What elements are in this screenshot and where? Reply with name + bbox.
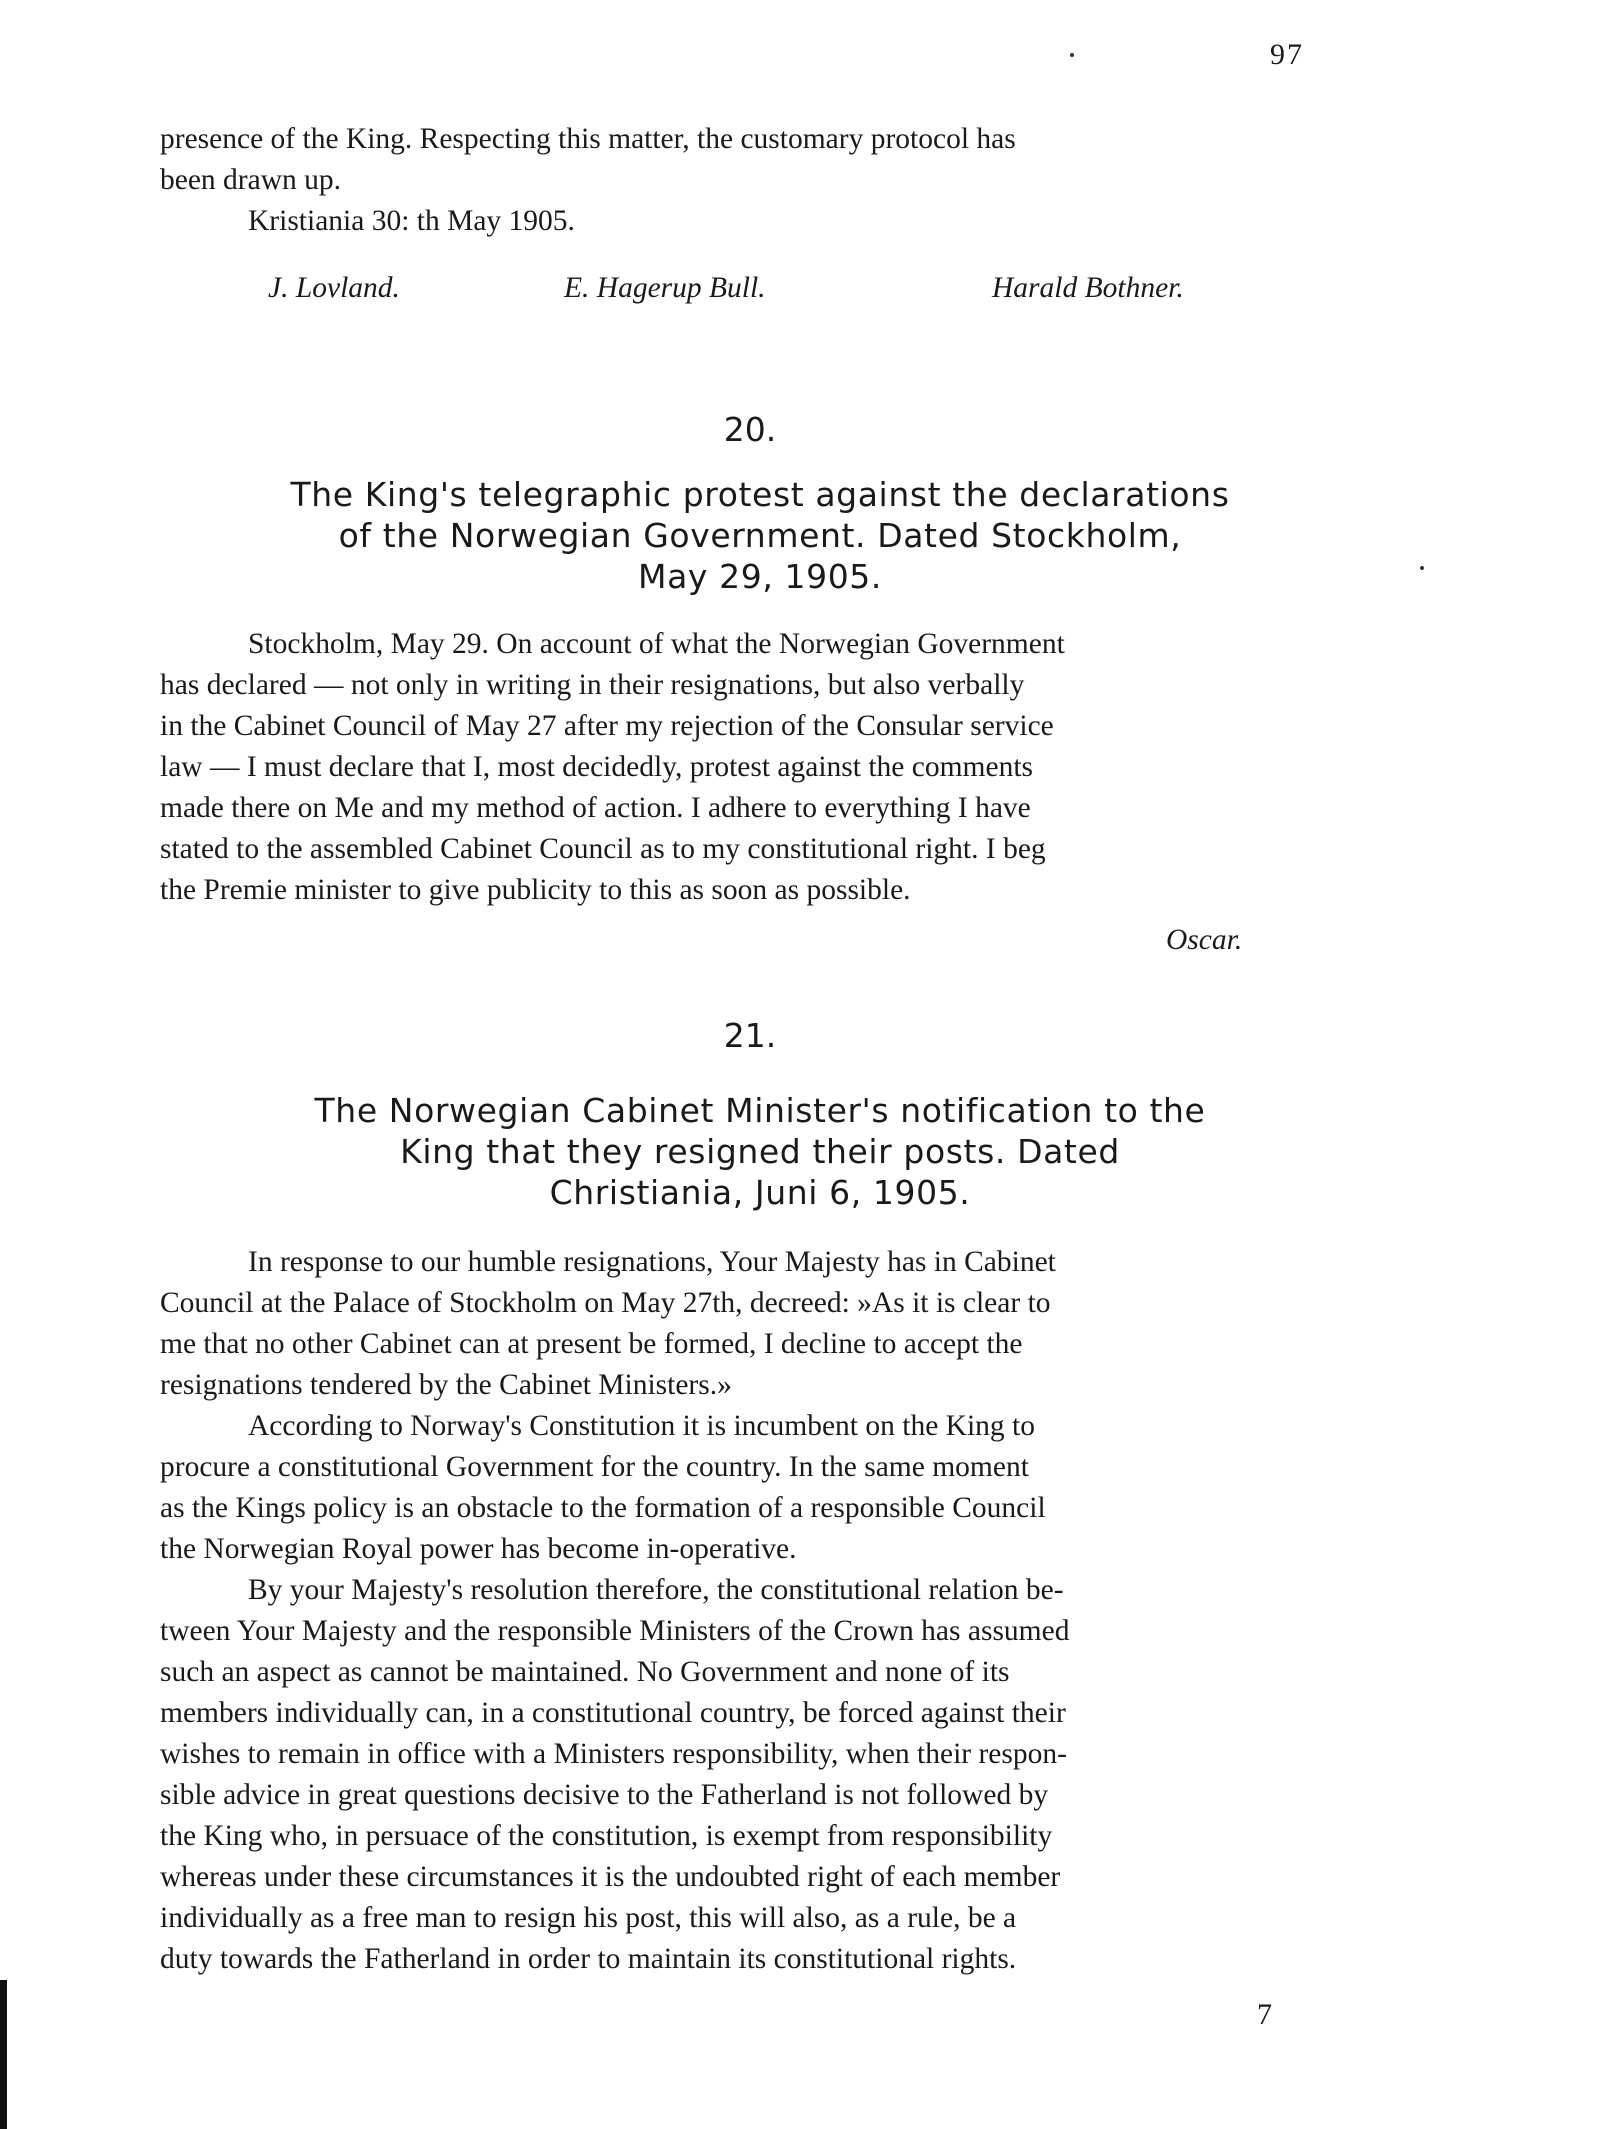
title-line: King that they resigned their posts. Dated (400, 1132, 1120, 1171)
title-line: May 29, 1905. (638, 557, 882, 596)
text-line: the King who, in persuace of the constitution, is exempt from responsibility (160, 1820, 1053, 1852)
text-line: sible advice in great questions decisive to the Fatherland is not followed by (160, 1779, 1049, 1811)
text-line: tween Your Majesty and the responsible Ministers of the Crown has assumed (160, 1615, 1070, 1647)
text-line: as the Kings policy is an obstacle to the formation of a responsible Council (160, 1492, 1046, 1524)
signature-lovland: J. Lovland. (268, 272, 400, 304)
section-20-number: 20. (723, 410, 777, 449)
text-line: been drawn up. (160, 164, 342, 196)
dateline: Kristiania 30: th May 1905. (248, 205, 575, 237)
text-line: procure a constitutional Government for the country. In the same moment (160, 1451, 1029, 1483)
text-line: Stockholm, May 29. On account of what the Norwegian Government (248, 628, 1065, 660)
opening-paragraph (160, 119, 1352, 201)
signature-mark: 7 (1257, 1998, 1272, 2031)
text-line: the Norwegian Royal power has become in-operative. (160, 1533, 797, 1565)
text-line: Council at the Palace of Stockholm on May 27th, decreed: »As it is clear to (160, 1287, 1051, 1319)
text-line: members individually can, in a constitutional country, be forced against their (160, 1697, 1066, 1729)
scan-edge-mark (0, 1980, 7, 2129)
section-20-title (160, 474, 1360, 597)
text-line: duty towards the Fatherland in order to maintain its constitutional rights. (160, 1943, 1017, 1975)
section-21-title (160, 1090, 1360, 1213)
section-20-body (160, 624, 1352, 911)
text-line: presence of the King. Respecting this matter, the customary protocol has (160, 123, 1016, 155)
title-line: The Norwegian Cabinet Minister's notification to the (314, 1091, 1206, 1130)
text-line: wishes to remain in office with a Ministers responsibility, when their respon- (160, 1738, 1067, 1770)
text-line: me that no other Cabinet can at present be formed, I decline to accept the (160, 1328, 1023, 1360)
text-line: whereas under these circumstances it is the undoubted right of each member (160, 1861, 1061, 1893)
text-line: such an aspect as cannot be maintained. No Government and none of its (160, 1656, 1010, 1688)
signatures-row (160, 272, 1352, 312)
signature-bull: E. Hagerup Bull. (564, 272, 766, 304)
scan-speck-right (1420, 566, 1424, 570)
title-line: Christiania, Juni 6, 1905. (549, 1173, 971, 1212)
text-line: According to Norway's Constitution it is incumbent on the King to (248, 1410, 1035, 1442)
text-line: the Premie minister to give publicity to this as soon as possible. (160, 874, 911, 906)
title-line: of the Norwegian Government. Dated Stockholm, (338, 516, 1182, 555)
title-line: The King's telegraphic protest against the declarations (290, 475, 1230, 514)
text-line: By your Majesty's resolution therefore, the constitutional relation be- (248, 1574, 1064, 1606)
page-number: 97 (1270, 38, 1304, 71)
scan-speck-top (1070, 53, 1074, 57)
text-line: made there on Me and my method of action. I adhere to everything I have (160, 792, 1031, 824)
text-line: has declared — not only in writing in their resignations, but also verbally (160, 669, 1025, 701)
text-line: resignations tendered by the Cabinet Ministers.» (160, 1369, 732, 1401)
section-21-number: 21. (723, 1016, 777, 1055)
text-line: law — I must declare that I, most decidedly, protest against the comments (160, 751, 1034, 783)
signature-bothner: Harald Bothner. (992, 272, 1184, 304)
text-line: In response to our humble resignations, Your Majesty has in Cabinet (248, 1246, 1056, 1278)
signature-oscar: Oscar. (1166, 924, 1243, 956)
text-line: in the Cabinet Council of May 27 after my rejection of the Consular service (160, 710, 1054, 742)
section-21-body (160, 1242, 1352, 1980)
text-line: individually as a free man to resign his post, this will also, as a rule, be a (160, 1902, 1017, 1934)
text-line: stated to the assembled Cabinet Council as to my constitutional right. I beg (160, 833, 1046, 865)
